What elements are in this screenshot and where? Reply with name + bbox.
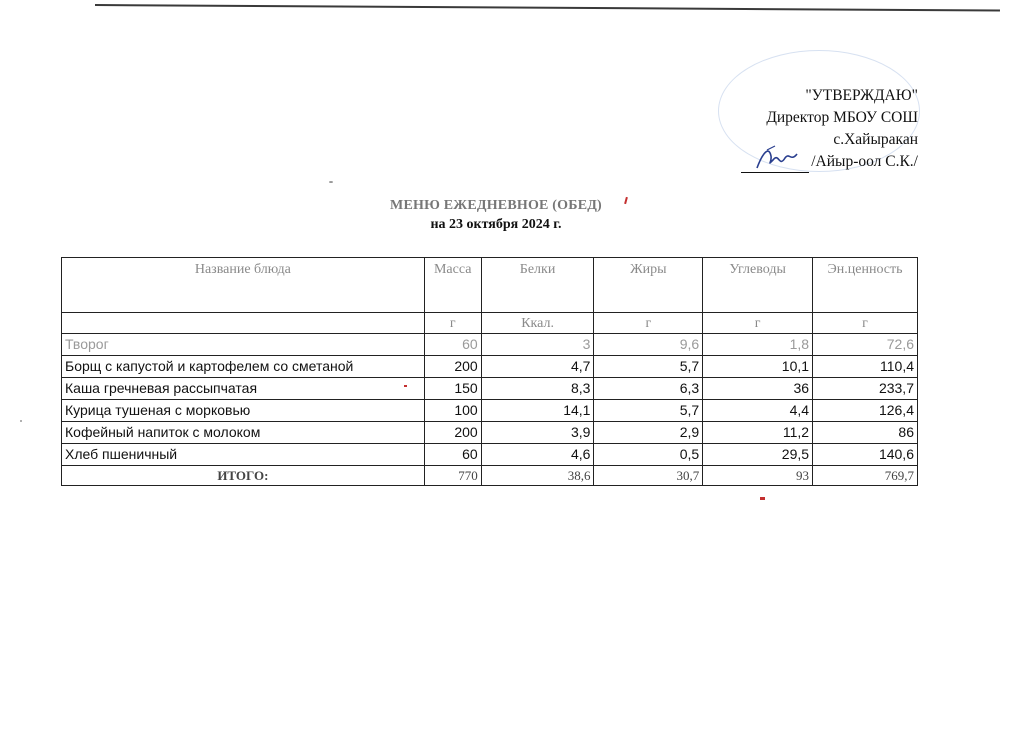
scan-edge [95, 4, 1000, 12]
dish-name: Борщ с капустой и картофелем со сметаной [62, 356, 425, 378]
col-header-mass: Масса [424, 258, 481, 313]
dish-energy: 110,4 [813, 356, 918, 378]
col-header-dish: Название блюда [62, 258, 425, 313]
table-row [62, 378, 918, 400]
dish-name: Кофейный напиток с молоком [62, 422, 425, 444]
col-header-energy: Эн.ценность [813, 258, 918, 313]
dish-energy: 140,6 [813, 444, 918, 466]
unit-protein: Ккал. [481, 313, 594, 334]
dish-carbs: 11,2 [703, 422, 813, 444]
dish-protein: 14,1 [481, 400, 594, 422]
scan-speck [760, 497, 765, 500]
dish-mass: 200 [424, 422, 481, 444]
document-title [300, 196, 692, 234]
dish-mass: 100 [424, 400, 481, 422]
dish-mass: 200 [424, 356, 481, 378]
dish-fat: 9,6 [594, 334, 703, 356]
scan-speck [404, 385, 407, 387]
approval-signatory: /Айыр-оол С.К./ [811, 153, 918, 170]
dish-carbs: 10,1 [703, 356, 813, 378]
menu-date: на 23 октября 2024 г. [430, 217, 562, 232]
unit-fat: г [594, 313, 703, 334]
signature-icon [753, 142, 801, 172]
col-header-protein: Белки [481, 258, 594, 313]
dish-carbs: 4,4 [703, 400, 813, 422]
col-header-carbs: Углеводы [703, 258, 813, 313]
dish-protein: 8,3 [481, 378, 594, 400]
dish-name: Курица тушеная с морковью [62, 400, 425, 422]
dish-fat: 0,5 [594, 444, 703, 466]
dish-fat: 5,7 [594, 400, 703, 422]
total-row [62, 466, 918, 486]
dish-fat: 5,7 [594, 356, 703, 378]
total-label: ИТОГО: [62, 466, 425, 486]
dish-carbs: 1,8 [703, 334, 813, 356]
dish-energy: 126,4 [813, 400, 918, 422]
table-row [62, 444, 918, 466]
dish-mass: 60 [424, 444, 481, 466]
signature-line [741, 151, 918, 173]
dish-name: Каша гречневая рассыпчатая [62, 378, 425, 400]
scan-speck [329, 181, 333, 183]
dish-carbs: 29,5 [703, 444, 813, 466]
dish-name: Хлеб пшеничный [62, 444, 425, 466]
approval-location: с.Хайыракан [833, 131, 918, 148]
dish-mass: 150 [424, 378, 481, 400]
dish-energy: 72,6 [813, 334, 918, 356]
total-carbs: 93 [703, 466, 813, 486]
header-row [62, 258, 918, 313]
menu-table [61, 257, 918, 486]
dish-energy: 86 [813, 422, 918, 444]
unit-dish [62, 313, 425, 334]
table-row [62, 356, 918, 378]
approval-position: Директор МБОУ СОШ [766, 109, 918, 126]
total-energy: 769,7 [813, 466, 918, 486]
dish-energy: 233,7 [813, 378, 918, 400]
dish-mass: 60 [424, 334, 481, 356]
col-header-fat: Жиры [594, 258, 703, 313]
unit-energy: г [813, 313, 918, 334]
dish-protein: 3 [481, 334, 594, 356]
dish-name: Творог [62, 334, 425, 356]
table-row [62, 334, 918, 356]
menu-title: МЕНЮ ЕЖЕДНЕВНОЕ (ОБЕД) [390, 198, 602, 213]
table-row [62, 400, 918, 422]
dish-protein: 4,6 [481, 444, 594, 466]
total-fat: 30,7 [594, 466, 703, 486]
signature-underline [741, 156, 809, 173]
dish-carbs: 36 [703, 378, 813, 400]
unit-mass: г [424, 313, 481, 334]
table-row [62, 422, 918, 444]
dish-fat: 6,3 [594, 378, 703, 400]
approval-block [700, 85, 918, 180]
approval-heading: "УТВЕРЖДАЮ" [805, 87, 918, 104]
total-protein: 38,6 [481, 466, 594, 486]
unit-carbs: г [703, 313, 813, 334]
dish-protein: 3,9 [481, 422, 594, 444]
total-mass: 770 [424, 466, 481, 486]
scan-speck [20, 420, 22, 422]
dish-protein: 4,7 [481, 356, 594, 378]
dish-fat: 2,9 [594, 422, 703, 444]
units-row [62, 313, 918, 334]
